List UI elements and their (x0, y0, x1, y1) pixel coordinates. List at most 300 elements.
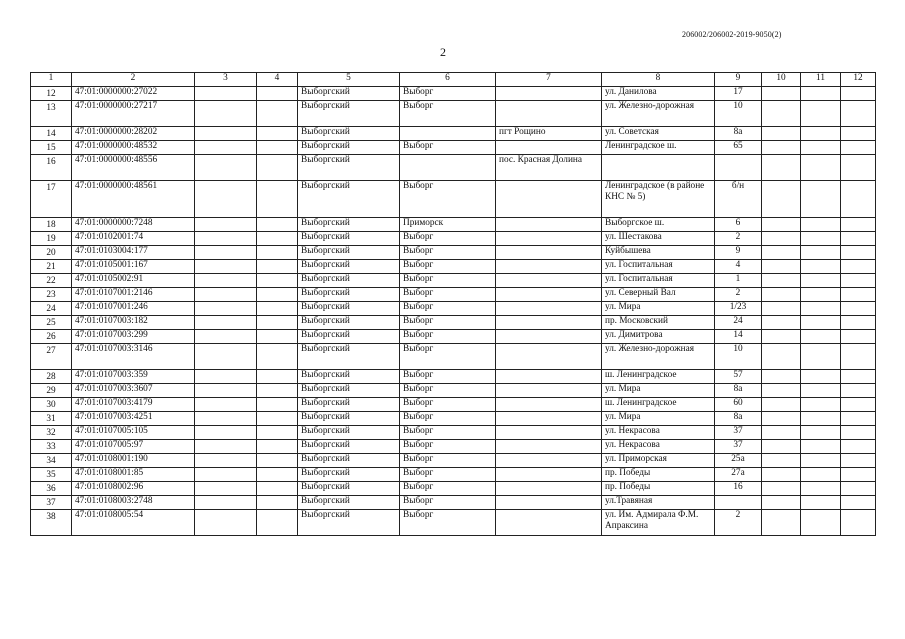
col12-cell (841, 426, 876, 440)
col10-cell (762, 454, 801, 468)
settlement-cell (496, 181, 602, 218)
col10-cell (762, 440, 801, 454)
district-cell: Выборгский (298, 218, 400, 232)
settlement-cell (496, 370, 602, 384)
district-cell: Выборгский (298, 454, 400, 468)
cadastral-number-cell: 47:01:0105001:167 (72, 260, 195, 274)
col12-cell (841, 288, 876, 302)
street-cell (602, 155, 715, 181)
col11-cell (801, 127, 841, 141)
cadastral-number-cell: 47:01:0107003:4179 (72, 398, 195, 412)
house-cell: 17 (715, 87, 762, 101)
col12-cell (841, 141, 876, 155)
table-row (31, 141, 876, 155)
col3-cell (195, 330, 257, 344)
street-cell: Ленинградское (в районе КНС № 5) (602, 181, 715, 218)
city-cell: Приморск (400, 218, 496, 232)
col11-cell (801, 440, 841, 454)
city-cell: Выборг (400, 440, 496, 454)
city-cell (400, 127, 496, 141)
col10-cell (762, 246, 801, 260)
col4-cell (257, 260, 298, 274)
col4-cell (257, 246, 298, 260)
col4-cell (257, 141, 298, 155)
col3-cell (195, 316, 257, 330)
city-cell (400, 155, 496, 181)
col12-cell (841, 155, 876, 181)
table-row (31, 274, 876, 288)
column-header: 11 (801, 73, 841, 87)
column-header: 10 (762, 73, 801, 87)
settlement-cell (496, 141, 602, 155)
col10-cell (762, 384, 801, 398)
district-cell: Выборгский (298, 330, 400, 344)
col3-cell (195, 398, 257, 412)
house-cell: 1/23 (715, 302, 762, 316)
col10-cell (762, 344, 801, 370)
col3-cell (195, 412, 257, 426)
city-cell: Выборг (400, 426, 496, 440)
street-cell: пр. Победы (602, 482, 715, 496)
col3-cell (195, 141, 257, 155)
cadastral-number-cell: 47:01:0108003:2748 (72, 496, 195, 510)
house-cell: 10 (715, 344, 762, 370)
col12-cell (841, 510, 876, 536)
house-cell: 16 (715, 482, 762, 496)
settlement-cell (496, 316, 602, 330)
col11-cell (801, 141, 841, 155)
col10-cell (762, 468, 801, 482)
table-row (31, 384, 876, 398)
row-number-cell: 37 (31, 496, 72, 510)
col4-cell (257, 87, 298, 101)
col4-cell (257, 510, 298, 536)
house-cell: 8а (715, 384, 762, 398)
table-row (31, 370, 876, 384)
col4-cell (257, 454, 298, 468)
row-number-cell: 21 (31, 260, 72, 274)
col3-cell (195, 181, 257, 218)
district-cell: Выборгский (298, 510, 400, 536)
city-cell: Выборг (400, 412, 496, 426)
house-cell: 57 (715, 370, 762, 384)
col3-cell (195, 510, 257, 536)
col3-cell (195, 246, 257, 260)
col12-cell (841, 87, 876, 101)
house-cell: б/н (715, 181, 762, 218)
street-cell: ш. Ленинградское (602, 398, 715, 412)
settlement-cell (496, 496, 602, 510)
col10-cell (762, 218, 801, 232)
col3-cell (195, 468, 257, 482)
street-cell: ул. Димитрова (602, 330, 715, 344)
row-number-cell: 33 (31, 440, 72, 454)
col4-cell (257, 218, 298, 232)
cadastral-number-cell: 47:01:0108001:190 (72, 454, 195, 468)
col12-cell (841, 181, 876, 218)
street-cell: Куйбышева (602, 246, 715, 260)
col4-cell (257, 412, 298, 426)
district-cell: Выборгский (298, 274, 400, 288)
col12-cell (841, 412, 876, 426)
settlement-cell (496, 412, 602, 426)
col11-cell (801, 302, 841, 316)
house-cell: 9 (715, 246, 762, 260)
street-cell: ул. Советская (602, 127, 715, 141)
table-row (31, 155, 876, 181)
district-cell: Выборгский (298, 426, 400, 440)
column-header: 8 (602, 73, 715, 87)
table-row (31, 288, 876, 302)
house-cell: 37 (715, 440, 762, 454)
registry-table (30, 72, 876, 536)
city-cell: Выборг (400, 246, 496, 260)
table-row (31, 218, 876, 232)
col10-cell (762, 330, 801, 344)
house-cell: 2 (715, 288, 762, 302)
table-row (31, 454, 876, 468)
col4-cell (257, 330, 298, 344)
district-cell: Выборгский (298, 101, 400, 127)
house-cell: 2 (715, 232, 762, 246)
col3-cell (195, 482, 257, 496)
col10-cell (762, 398, 801, 412)
house-cell: 8а (715, 412, 762, 426)
settlement-cell (496, 260, 602, 274)
cadastral-number-cell: 47:01:0000000:27217 (72, 101, 195, 127)
row-number-cell: 36 (31, 482, 72, 496)
cadastral-number-cell: 47:01:0107003:3607 (72, 384, 195, 398)
col4-cell (257, 398, 298, 412)
row-number-cell: 24 (31, 302, 72, 316)
district-cell: Выборгский (298, 384, 400, 398)
settlement-cell (496, 330, 602, 344)
district-cell: Выборгский (298, 496, 400, 510)
col12-cell (841, 344, 876, 370)
col4-cell (257, 127, 298, 141)
cadastral-number-cell: 47:01:0108005:54 (72, 510, 195, 536)
city-cell: Выборг (400, 87, 496, 101)
settlement-cell (496, 232, 602, 246)
house-cell: 2 (715, 510, 762, 536)
col11-cell (801, 344, 841, 370)
col10-cell (762, 482, 801, 496)
col3-cell (195, 101, 257, 127)
city-cell: Выборг (400, 370, 496, 384)
col4-cell (257, 316, 298, 330)
table-row (31, 440, 876, 454)
table-row (31, 496, 876, 510)
street-cell: ул. Мира (602, 412, 715, 426)
row-number-cell: 20 (31, 246, 72, 260)
col10-cell (762, 101, 801, 127)
city-cell: Выборг (400, 302, 496, 316)
city-cell: Выборг (400, 101, 496, 127)
city-cell: Выборг (400, 181, 496, 218)
col3-cell (195, 218, 257, 232)
settlement-cell (496, 482, 602, 496)
street-cell: ул. Северный Вал (602, 288, 715, 302)
col3-cell (195, 384, 257, 398)
col3-cell (195, 288, 257, 302)
settlement-cell (496, 288, 602, 302)
cadastral-number-cell: 47:01:0000000:48556 (72, 155, 195, 181)
col10-cell (762, 274, 801, 288)
column-header: 4 (257, 73, 298, 87)
cadastral-number-cell: 47:01:0107003:182 (72, 316, 195, 330)
col11-cell (801, 155, 841, 181)
city-cell: Выборг (400, 384, 496, 398)
col10-cell (762, 288, 801, 302)
house-cell: 60 (715, 398, 762, 412)
column-header: 6 (400, 73, 496, 87)
col4-cell (257, 384, 298, 398)
row-number-cell: 19 (31, 232, 72, 246)
cadastral-number-cell: 47:01:0107001:246 (72, 302, 195, 316)
city-cell: Выборг (400, 141, 496, 155)
col3-cell (195, 440, 257, 454)
col10-cell (762, 510, 801, 536)
col12-cell (841, 496, 876, 510)
col11-cell (801, 218, 841, 232)
street-cell: Ленинградское ш. (602, 141, 715, 155)
col10-cell (762, 370, 801, 384)
col4-cell (257, 288, 298, 302)
settlement-cell (496, 246, 602, 260)
house-cell: 37 (715, 426, 762, 440)
settlement-cell (496, 344, 602, 370)
table-row (31, 101, 876, 127)
settlement-cell (496, 468, 602, 482)
row-number-cell: 12 (31, 87, 72, 101)
district-cell: Выборгский (298, 87, 400, 101)
row-number-cell: 34 (31, 454, 72, 468)
house-cell: 10 (715, 101, 762, 127)
col4-cell (257, 181, 298, 218)
col3-cell (195, 232, 257, 246)
col11-cell (801, 260, 841, 274)
row-number-cell: 15 (31, 141, 72, 155)
street-cell: ул. Приморская (602, 454, 715, 468)
street-cell: ул. Госпитальная (602, 260, 715, 274)
col10-cell (762, 87, 801, 101)
col4-cell (257, 302, 298, 316)
col10-cell (762, 412, 801, 426)
col10-cell (762, 181, 801, 218)
house-cell: 4 (715, 260, 762, 274)
col12-cell (841, 246, 876, 260)
cadastral-number-cell: 47:01:0000000:27022 (72, 87, 195, 101)
district-cell: Выборгский (298, 440, 400, 454)
settlement-cell (496, 384, 602, 398)
district-cell: Выборгский (298, 232, 400, 246)
house-cell: 8а (715, 127, 762, 141)
settlement-cell (496, 274, 602, 288)
settlement-cell (496, 440, 602, 454)
cadastral-number-cell: 47:01:0102001:74 (72, 232, 195, 246)
district-cell: Выборгский (298, 181, 400, 218)
col11-cell (801, 412, 841, 426)
house-cell: 65 (715, 141, 762, 155)
col10-cell (762, 232, 801, 246)
col12-cell (841, 232, 876, 246)
district-cell: Выборгский (298, 468, 400, 482)
settlement-cell: пос. Красная Долина (496, 155, 602, 181)
col12-cell (841, 454, 876, 468)
col12-cell (841, 302, 876, 316)
col11-cell (801, 330, 841, 344)
document-id: 206002/206002-2019-9050(2) (682, 30, 782, 39)
header-row (31, 73, 876, 87)
house-cell: 14 (715, 330, 762, 344)
row-number-cell: 17 (31, 181, 72, 218)
col11-cell (801, 316, 841, 330)
col12-cell (841, 274, 876, 288)
row-number-cell: 30 (31, 398, 72, 412)
col11-cell (801, 288, 841, 302)
row-number-cell: 14 (31, 127, 72, 141)
col3-cell (195, 87, 257, 101)
street-cell: ул. Шестакова (602, 232, 715, 246)
col11-cell (801, 496, 841, 510)
row-number-cell: 23 (31, 288, 72, 302)
col10-cell (762, 155, 801, 181)
district-cell: Выборгский (298, 127, 400, 141)
col4-cell (257, 482, 298, 496)
table-row (31, 510, 876, 536)
table-row (31, 344, 876, 370)
settlement-cell (496, 398, 602, 412)
district-cell: Выборгский (298, 316, 400, 330)
column-header: 1 (31, 73, 72, 87)
district-cell: Выборгский (298, 370, 400, 384)
col11-cell (801, 274, 841, 288)
house-cell: 24 (715, 316, 762, 330)
table-row (31, 87, 876, 101)
city-cell: Выборг (400, 260, 496, 274)
city-cell: Выборг (400, 398, 496, 412)
col3-cell (195, 274, 257, 288)
house-cell: 27а (715, 468, 762, 482)
cadastral-number-cell: 47:01:0108001:85 (72, 468, 195, 482)
col3-cell (195, 370, 257, 384)
col11-cell (801, 370, 841, 384)
col12-cell (841, 260, 876, 274)
settlement-cell (496, 454, 602, 468)
street-cell: ул. Мира (602, 302, 715, 316)
city-cell: Выборг (400, 274, 496, 288)
col12-cell (841, 398, 876, 412)
district-cell: Выборгский (298, 260, 400, 274)
house-cell: 6 (715, 218, 762, 232)
district-cell: Выборгский (298, 344, 400, 370)
column-header: 3 (195, 73, 257, 87)
street-cell: ул. Некрасова (602, 440, 715, 454)
col4-cell (257, 155, 298, 181)
cadastral-number-cell: 47:01:0107001:2146 (72, 288, 195, 302)
district-cell: Выборгский (298, 482, 400, 496)
col4-cell (257, 496, 298, 510)
col11-cell (801, 384, 841, 398)
settlement-cell (496, 510, 602, 536)
col4-cell (257, 274, 298, 288)
col11-cell (801, 101, 841, 127)
col11-cell (801, 246, 841, 260)
col4-cell (257, 468, 298, 482)
city-cell: Выборг (400, 510, 496, 536)
city-cell: Выборг (400, 288, 496, 302)
cadastral-number-cell: 47:01:0107005:105 (72, 426, 195, 440)
house-cell (715, 155, 762, 181)
table-body (31, 73, 876, 536)
district-cell: Выборгский (298, 412, 400, 426)
table-row (31, 232, 876, 246)
col11-cell (801, 426, 841, 440)
cadastral-number-cell: 47:01:0000000:28202 (72, 127, 195, 141)
settlement-cell (496, 218, 602, 232)
col10-cell (762, 426, 801, 440)
col12-cell (841, 218, 876, 232)
cadastral-number-cell: 47:01:0107003:4251 (72, 412, 195, 426)
street-cell: ул. Железно-дорожная (602, 101, 715, 127)
column-header: 9 (715, 73, 762, 87)
col3-cell (195, 155, 257, 181)
row-number-cell: 25 (31, 316, 72, 330)
cadastral-number-cell: 47:01:0107003:3146 (72, 344, 195, 370)
col3-cell (195, 260, 257, 274)
column-header: 2 (72, 73, 195, 87)
table-row (31, 468, 876, 482)
table-row (31, 181, 876, 218)
row-number-cell: 29 (31, 384, 72, 398)
cadastral-number-cell: 47:01:0000000:48561 (72, 181, 195, 218)
col12-cell (841, 127, 876, 141)
col4-cell (257, 440, 298, 454)
row-number-cell: 32 (31, 426, 72, 440)
district-cell: Выборгский (298, 155, 400, 181)
col11-cell (801, 454, 841, 468)
col3-cell (195, 302, 257, 316)
district-cell: Выборгский (298, 398, 400, 412)
col10-cell (762, 302, 801, 316)
city-cell: Выборг (400, 468, 496, 482)
row-number-cell: 13 (31, 101, 72, 127)
street-cell: ул.Травяная (602, 496, 715, 510)
col11-cell (801, 510, 841, 536)
house-cell: 1 (715, 274, 762, 288)
cadastral-number-cell: 47:01:0103004:177 (72, 246, 195, 260)
table-row (31, 302, 876, 316)
street-cell: ул. Железно-дорожная (602, 344, 715, 370)
col11-cell (801, 468, 841, 482)
settlement-cell (496, 426, 602, 440)
cadastral-number-cell: 47:01:0107005:97 (72, 440, 195, 454)
table-row (31, 482, 876, 496)
col12-cell (841, 316, 876, 330)
street-cell: ул. Данилова (602, 87, 715, 101)
row-number-cell: 16 (31, 155, 72, 181)
street-cell: ул. Госпитальная (602, 274, 715, 288)
cadastral-number-cell: 47:01:0107003:359 (72, 370, 195, 384)
city-cell: Выборг (400, 344, 496, 370)
col11-cell (801, 232, 841, 246)
settlement-cell: пгт Рощино (496, 127, 602, 141)
col12-cell (841, 468, 876, 482)
col4-cell (257, 426, 298, 440)
col3-cell (195, 127, 257, 141)
table-row (31, 316, 876, 330)
col12-cell (841, 101, 876, 127)
